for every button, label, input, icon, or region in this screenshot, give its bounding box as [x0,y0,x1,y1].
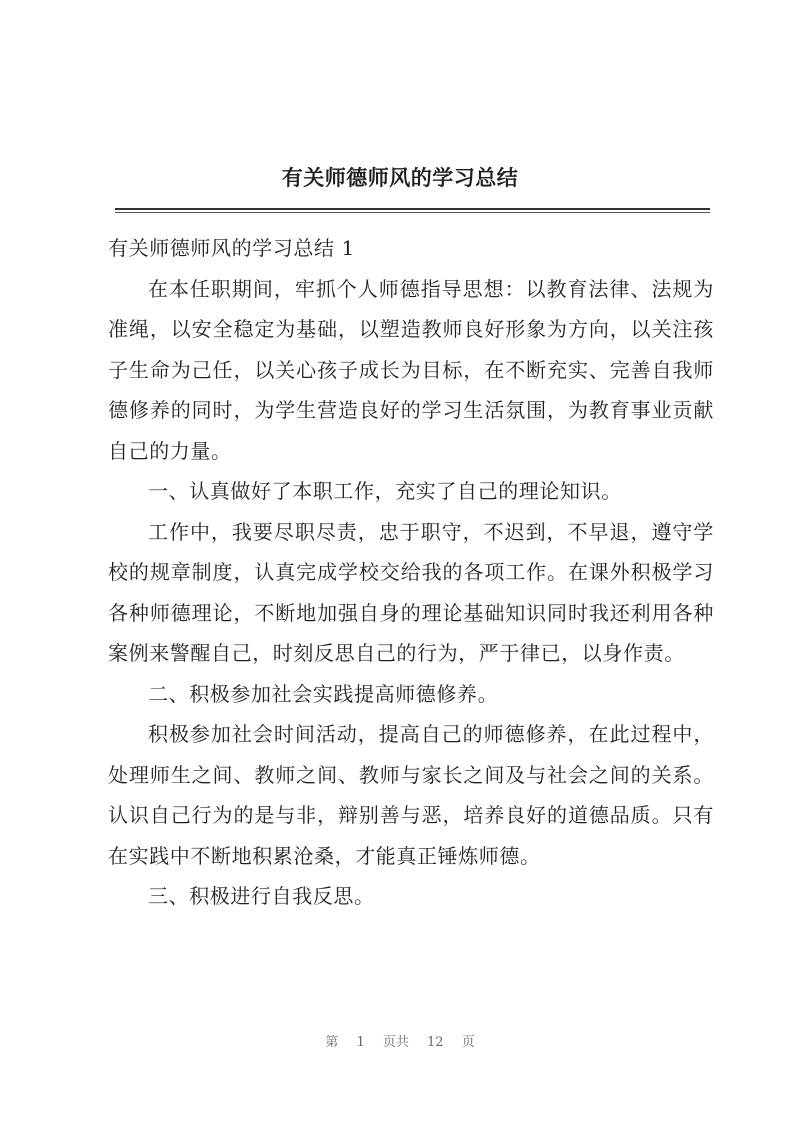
subheading-one: 一、认真做好了本职工作，充实了自己的理论知识。 [148,479,622,503]
document-body [108,228,714,917]
page-footer [0,1031,800,1050]
paragraph-intro: 在本任职期间，牢抓个人师德指导思想：以教育法律、法规为准绳，以安全稳定为基础，以塑造教师良好形象为方向，以关注孩子生命为己任，以关心孩子成长为目标，在不断充实、完善自我师德修养的同时，为学生营造良好的学习生活氛围，为教育事业贡献自己的力量。 [108,276,714,463]
subheading-two: 二、积极参加社会实践提高师德修养。 [148,681,499,706]
page-title: 有关师德师风的学习总结 [281,165,519,190]
paragraph-work: 工作中，我要尽职尽责，忠于职守，不迟到，不早退，遵守学校的规章制度，认真完成学校交给我的各项工作。在课外积极学习各种师德理论，不断地加强自身的理论基础知识同时我还利用各种案例来警醒自己，时刻反思自己的行为，严于律已，以身作责。 [108,519,714,665]
footer-suffix: 页 [461,1035,475,1050]
footer-mid: 页共 [382,1035,409,1050]
section-heading: 有关师德师风的学习总结 1 [108,236,355,260]
footer-current-page: 1 [356,1035,365,1050]
footer-prefix: 第 [325,1035,339,1050]
title-divider [115,208,710,213]
footer-total-pages: 12 [427,1035,444,1050]
subheading-three: 三、积极进行自我反思。 [148,884,375,908]
paragraph-practice: 积极参加社会时间活动，提高自己的师德修养，在此过程中，处理师生之间、教师之间、教师与家长之间及与社会之间的关系。认识自己行为的是与非，辩别善与恶，培养良好的道德品质。只有在实践中不断地积累沧桑，才能真正锤炼师德。 [108,722,714,868]
